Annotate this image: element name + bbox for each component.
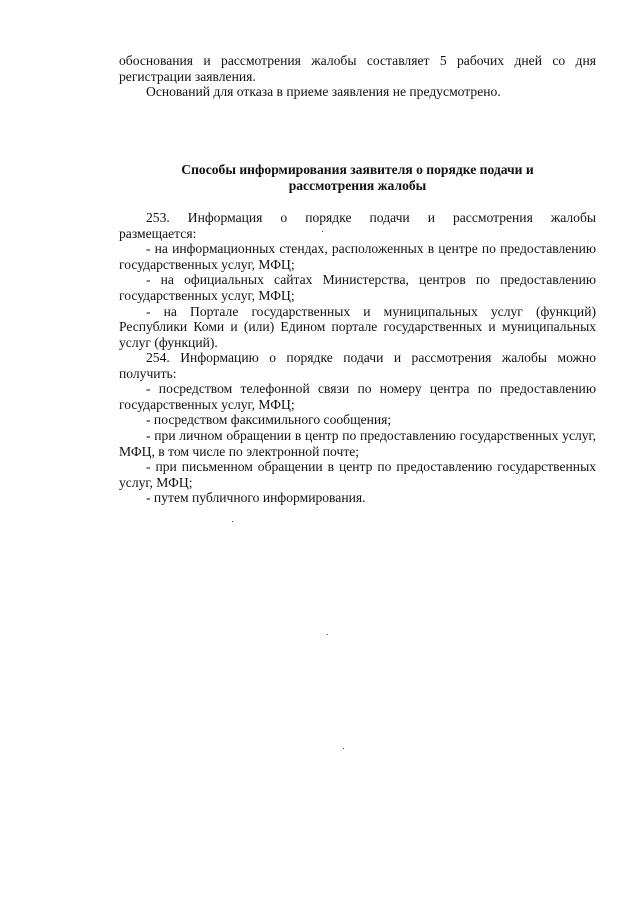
no-refusal-statement: Оснований для отказа в приеме заявления не предусмотрено. — [146, 84, 501, 100]
clause-254-lead-cont: получить: — [119, 365, 177, 381]
clause-253-lead: 253. Информация о порядке подачи и рассмотрения жалобы — [146, 210, 596, 225]
scan-speck — [343, 748, 344, 749]
list-item: - посредством телефонной связи по номеру центра по предоставлению государственных услуг, МФЦ; — [119, 381, 596, 412]
section-heading — [119, 162, 596, 193]
intro-block — [119, 53, 596, 100]
clause-253 — [119, 210, 596, 350]
scan-speck — [232, 521, 233, 522]
list-item: - на Портале государственных и муниципальных услуг (функций) Республики Коми и (или) Едином портале государственных и муниципальных услуг (функций). — [119, 303, 596, 350]
clause-253-lead-cont: размещается: — [119, 225, 197, 241]
clause-254 — [119, 350, 596, 506]
list-item: - путем публичного информирования. — [146, 490, 366, 506]
text-line: регистрации заявления. — [119, 68, 256, 84]
list-item: - на официальных сайтах Министерства, центров по предоставлению государственных услуг, МФЦ; — [119, 272, 596, 303]
text-line: обоснования и рассмотрения жалобы составляет 5 рабочих дней со дня — [119, 53, 596, 68]
heading-line-1: Способы информирования заявителя о порядке подачи и — [181, 162, 534, 177]
list-item: - посредством факсимильного сообщения; — [146, 412, 392, 428]
clause-254-lead: 254. Информацию о порядке подачи и рассмотрения жалобы можно — [146, 350, 596, 365]
scan-speck — [322, 231, 323, 232]
list-item: - при письменном обращении в центр по предоставлению государственных услуг, МФЦ; — [119, 459, 596, 490]
list-item: - на информационных стендах, расположенных в центре по предоставлению государственных услуг, МФЦ; — [119, 241, 596, 272]
heading-line-2: рассмотрения жалобы — [288, 177, 427, 193]
list-item: - при личном обращении в центр по предоставлению государственных услуг, МФЦ, в том числе по электронной почте; — [119, 427, 596, 459]
scan-speck — [327, 634, 328, 635]
